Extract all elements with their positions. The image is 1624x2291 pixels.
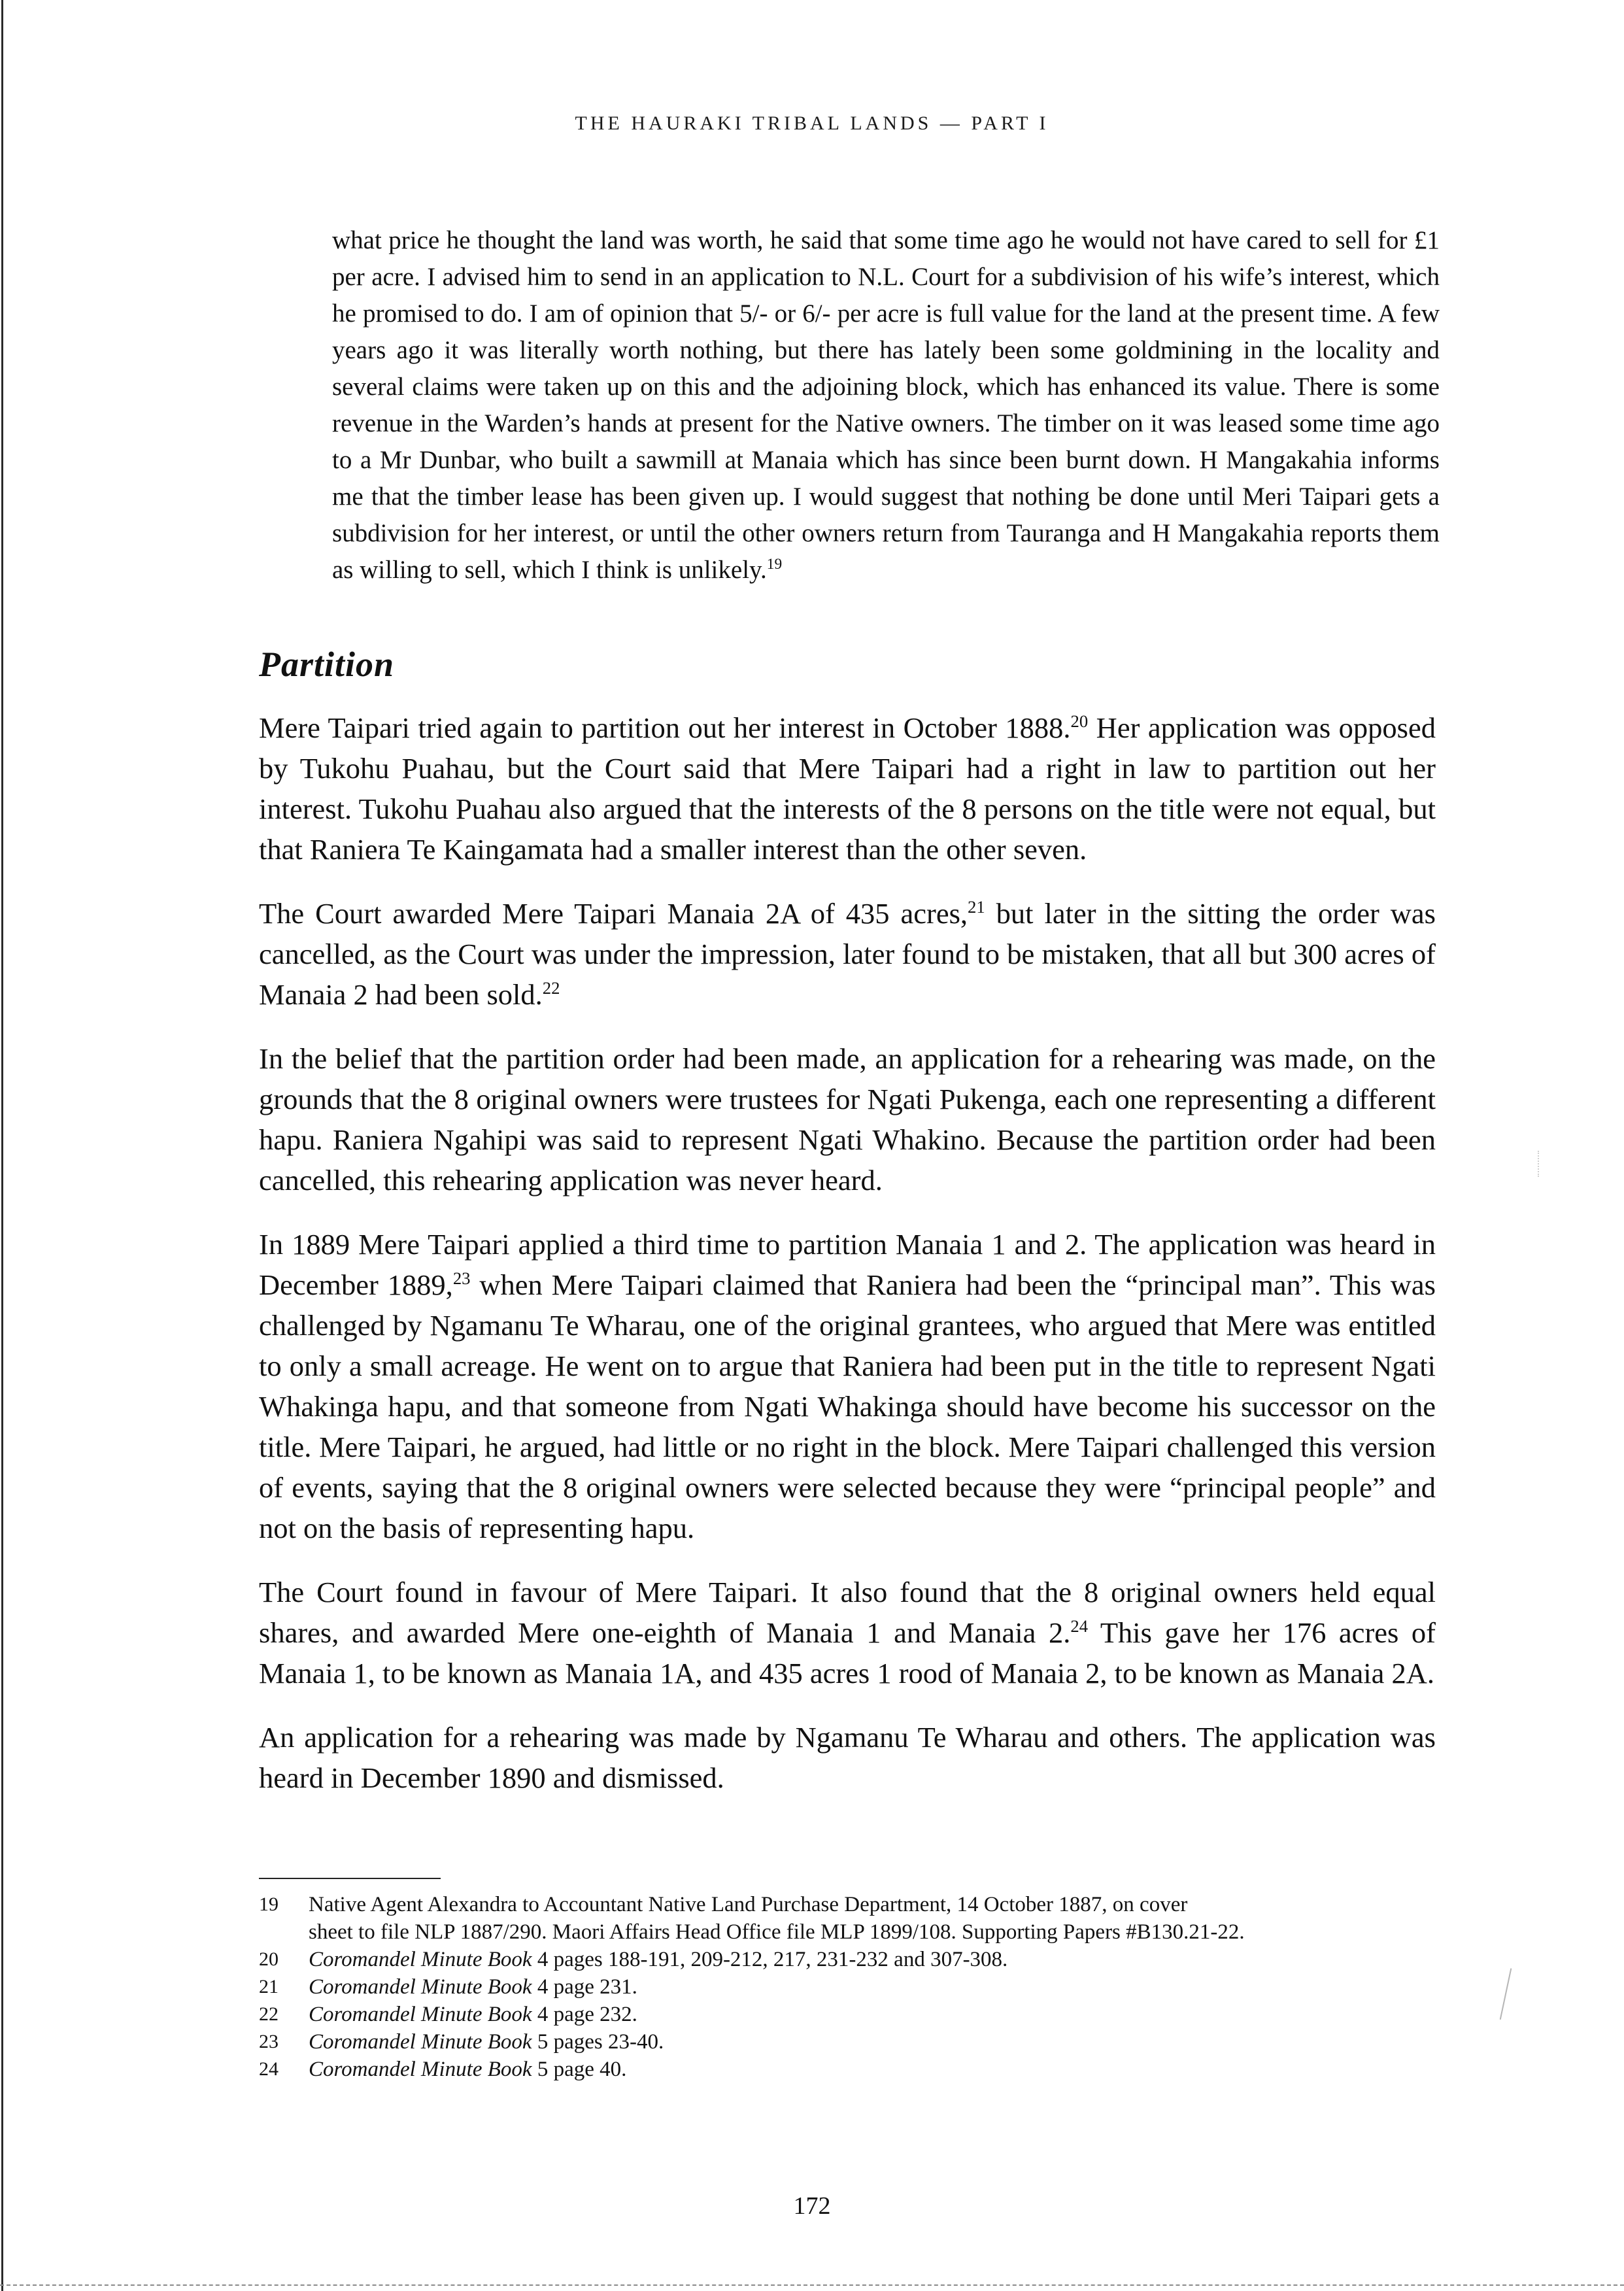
footnote — [259, 1891, 1462, 1946]
footnote-text — [309, 2028, 1462, 2056]
footnote-ref: 23 — [452, 1268, 471, 1289]
scan-mark — [1500, 1968, 1514, 2020]
footnote-number: 24 — [259, 2058, 279, 2080]
source-title: Coromandel Minute Book — [309, 2003, 532, 2026]
footnote-text — [309, 2001, 1462, 2028]
footnote — [259, 1973, 1462, 2001]
footnote-ref: 19 — [766, 556, 783, 573]
footnote-ref: 24 — [1070, 1616, 1089, 1637]
source-detail: 4 pages 188-191, 209-212, 217, 231-232 and 307-308. — [532, 1948, 1008, 1971]
section-heading: Partition — [259, 645, 395, 684]
footnote-number: 19 — [259, 1893, 279, 1915]
footnote-text — [309, 1946, 1462, 1973]
footnote-ref: 20 — [1070, 711, 1089, 732]
source-detail: 4 page 232. — [532, 2003, 637, 2026]
footnote-ref: 22 — [542, 978, 560, 998]
body-text — [259, 707, 1436, 1822]
footnote — [259, 1946, 1462, 1973]
quote-text: what price he thought the land was worth, he said that some time ago he would not have cared to sell for £1 per acre. I advised him to send in an application to N.L. Court for a subdivision of his wife’s interest, which he promised to do. I am of opinion that 5/- or 6/- per acre is full value for the land at the present time. A few years ago it was literally worth nothing, but there has lately been some goldmining in the locality and several claims were taken up on this and the adjoining block, which has enhanced its value. There is some revenue in the Warden’s hands at present for the Native owners. The timber on it was leased some time ago to a Mr Dunbar, who built a sawmill at Manaia which has since been burnt down. H Mangakahia informs me that the timber lease has been given up. I would suggest that nothing be done until Meri Taipari gets a subdivision for her interest, or until the other owners return from Tauranga and H Mangakahia reports them as willing to sell, which I think is unlikely. — [332, 226, 1440, 584]
footnote-text — [309, 2056, 1462, 2083]
source-detail: 4 page 231. — [532, 1975, 637, 1999]
source-title: Coromandel Minute Book — [309, 2030, 532, 2054]
paragraph — [259, 1224, 1436, 1548]
paragraph — [259, 1038, 1436, 1200]
footnote-text — [309, 1891, 1462, 1946]
scan-mark — [1538, 1151, 1540, 1177]
paragraph — [259, 707, 1436, 870]
paragraph-text: In 1889 Mere Taipari applied a third time to partition Manaia 1 and 2. The application was heard in December 1889, — [259, 1228, 1436, 1301]
running-head: THE HAURAKI TRIBAL LANDS — PART I — [575, 112, 1049, 134]
block-quote — [332, 222, 1440, 588]
page-number: 172 — [793, 2192, 831, 2220]
footnote-rule — [259, 1878, 441, 1879]
footnote-text — [309, 1973, 1462, 2001]
footnote — [259, 2028, 1462, 2056]
paragraph-text: Mere Taipari tried again to partition out her interest in October 1888. — [259, 711, 1071, 744]
paragraph-text: when Mere Taipari claimed that Raniera had been the “principal man”. This was challenged by Ngamanu Te Wharau, one of the original grantees, who argued that Mere was entitled to only a small acreage. He went on to argue that Raniera had been put in the title to represent Ngati Whakinga hapu, and that someone from Ngati Whakinga should have become his successor on the title. Mere Taipari, he argued, had little or no right in the block. Mere Taipari challenged this version of events, saying that the 8 original owners were selected because they were “principal people” and not on the basis of representing hapu. — [259, 1268, 1436, 1544]
footnote — [259, 2001, 1462, 2028]
scan-bottom-edge — [0, 2284, 1624, 2286]
paragraph-text: The Court awarded Mere Taipari Manaia 2A of 435 acres, — [259, 897, 968, 930]
footnote — [259, 2056, 1462, 2083]
paragraph-text: The Court found in favour of Mere Taipari. It also found that the 8 original owners held equal shares, and awarded Mere one-eighth of Manaia 1 and Manaia 2. — [259, 1576, 1436, 1649]
source-title: Coromandel Minute Book — [309, 2058, 532, 2081]
source-title: Coromandel Minute Book — [309, 1948, 532, 1971]
paragraph-text: but later in the sitting the order was cancelled, as the Court was under the impression, later found to be mistaken, that all but 300 acres of Manaia 2 had been sold. — [259, 897, 1436, 1011]
footnote-line: sheet to file NLP 1887/290. Maori Affairs Head Office file MLP 1899/108. Supporting Papers #B130.21-22. — [309, 1920, 1245, 1944]
source-title: Coromandel Minute Book — [309, 1975, 532, 1999]
footnote-ref: 21 — [968, 897, 985, 917]
footnote-number: 20 — [259, 1948, 279, 1970]
footnote-number: 21 — [259, 1976, 279, 1997]
footnotes — [259, 1891, 1462, 2083]
footnote-line: Native Agent Alexandra to Accountant Native Land Purchase Department, 14 October 1887, on cover — [309, 1893, 1188, 1916]
source-detail: 5 page 40. — [532, 2058, 627, 2081]
paragraph-text: Her application was opposed by Tukohu Puahau, but the Court said that Mere Taipari had a right in law to partition out her interest. Tukohu Puahau also argued that the interests of the 8 persons on the title were not equal, but that Raniera Te Kaingamata had a smaller interest than the other seven. — [259, 711, 1436, 866]
footnote-number: 23 — [259, 2031, 279, 2052]
paragraph — [259, 1717, 1436, 1798]
scan-left-edge — [1, 0, 3, 2291]
paragraph-text: An application for a rehearing was made by Ngamanu Te Wharau and others. The application was heard in December 1890 and dismissed. — [259, 1721, 1436, 1794]
paragraph-text: In the belief that the partition order had been made, an application for a rehearing was made, on the grounds that the 8 original owners were trustees for Ngati Pukenga, each one representing a different hapu. Raniera Ngahipi was said to represent Ngati Whakino. Because the partition order had been cancelled, this rehearing application was never heard. — [259, 1042, 1436, 1196]
source-detail: 5 pages 23-40. — [532, 2030, 664, 2054]
footnote-number: 22 — [259, 2003, 279, 2025]
paragraph — [259, 893, 1436, 1015]
paragraph-text: This gave her 176 acres of Manaia 1, to be known as Manaia 1A, and 435 acres 1 rood of Manaia 2, to be known as Manaia 2A. — [259, 1616, 1436, 1689]
paragraph — [259, 1572, 1436, 1693]
